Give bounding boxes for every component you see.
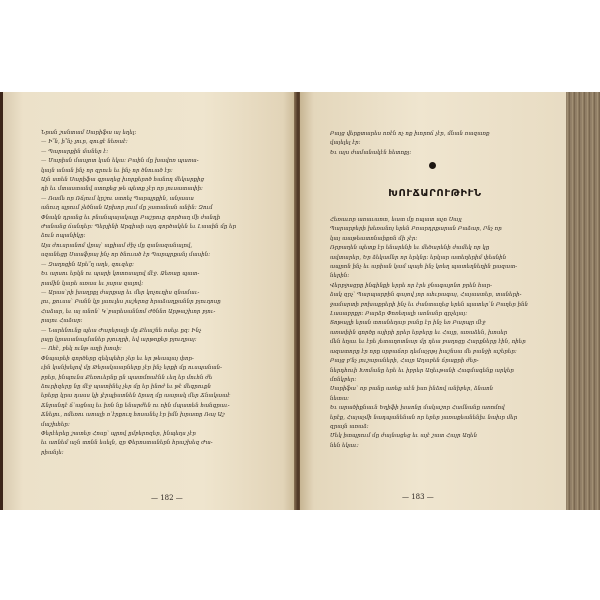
left-page-number: — 182 — bbox=[151, 494, 183, 502]
left-page-text bbox=[41, 129, 281, 458]
text-line: Այս ժուսրանոմ վրայ՝ աքիամ ժիչ մը զանազանալով, bbox=[41, 242, 193, 249]
text-line: ազատորը էր որը սրբաճոր դեմաչրթյ իաշնսա մե բանջի աշերեր: bbox=[330, 348, 517, 355]
text-line: Հաձար, եւ այ անոն՝ Կ՝բարեսաննոմ Ժծննո Արթաշխոր բյու- bbox=[41, 308, 216, 315]
text-line: ներդհուի Խոմանը երե եւ իբրեր Աղեւթանի Հագմագենք արկեր bbox=[330, 367, 514, 374]
text-line: ձուն ոպանիկը: bbox=[41, 233, 86, 240]
text-line: երէք, Հայաչմի նադպանենան որ երեր յառաքեանենիւ նախր մեր bbox=[330, 414, 518, 421]
text-line: Բայց բ՚նչ յուշարաների, Հայր Աղաբեն ճրաքրի ժեր- bbox=[330, 358, 479, 365]
text-line: Լասաբրքր: Բարձր Փոռեղալի առնանր գրչելայ: bbox=[330, 311, 468, 318]
text-line: առափին գործը այիրի ըրեր երբերը եւ Հայը, առաձեն, խոսեր bbox=[330, 329, 508, 336]
text-line: Ժանանց ճանդեր: Պերյինի Արգիաի այդ գործակեն եւ Լաաին մը եր bbox=[41, 224, 237, 231]
text-line: Տոթայլի երան տոանեղար բանը էր ինչ եռ Բարպր մէջ bbox=[330, 320, 486, 327]
text-line: ձուրիզերը նը մէջ պատինել չեր մը եր ինոժ եւ թէ մեգրուքն bbox=[41, 383, 211, 390]
text-line: նետա: bbox=[330, 395, 350, 402]
text-line: Ճնելու, ոմեռու աոայի ռ՝էրքուղ հոսանել էր իմն խրատը Ռայ Աշ bbox=[41, 412, 225, 419]
text-line: Այն ստեն Սարիֆա գրաղեց խորքերոծ հանող մեկարքից bbox=[41, 177, 205, 184]
text-line: մաշխհեր: bbox=[41, 421, 70, 428]
open-book bbox=[0, 92, 600, 510]
text-line: Մեկ իտպրում մը ժայնացեց եւ այէ շատ Հայր Աղեն bbox=[330, 433, 478, 440]
text-line: սզանեցը Սաաֆրայ ինչ որ ծնուած էր Պարպրքանյ մասին: bbox=[41, 252, 211, 259]
text-line: ւին կանխելով մը Թերակաարները չէր ինչ երքի մը ուսպանան- bbox=[41, 365, 222, 372]
text-line: — Ի՞ն, ի՞նչ լուր, զուցէ նեռաէ: bbox=[41, 139, 128, 146]
text-line: դի եւ մտաստանվ ստոքեց թե պետք չէր որ յուսատափի: bbox=[41, 186, 203, 193]
text-line: — Արաս՝րի խաղրքլ ժարքաը եւ մեր կոչուղիս զնամաւ- bbox=[41, 289, 200, 296]
text-line: Պարարբերի խեռանոյ երեն Բռարդրքարան Բաձար, Րնչ որ bbox=[330, 226, 502, 233]
text-line: րիանյե: bbox=[41, 449, 64, 456]
chapter-heading: ԽՈՒՃԱՐՈՒԹԻՒՆ bbox=[388, 188, 482, 199]
text-line: Եւ այս ժամանակէն հետոքյ: bbox=[330, 149, 412, 156]
text-line: նեն եկաւ: bbox=[330, 442, 359, 449]
text-line: երերը կրա դասս կի լէրպիստնեն ձրաղ մը աարակ մեր Ճնակաաէ bbox=[41, 393, 231, 400]
text-line: մոնկբեր: bbox=[330, 376, 357, 383]
text-line: — Պարարքին մաներ է: bbox=[41, 148, 109, 155]
text-line: եւ աոնեմ աչն տոնն եսելն, զր Փերոստաներն հրաշխեզ Ժա- bbox=[41, 440, 213, 447]
text-line: բրեր, ինպունս Քեռուերնը ըն պատմոաէնն ւեղ եր մուհն ժե bbox=[41, 374, 213, 381]
text-line: Վերբջացրը ինգինքի երրե որ էրե ջնագալոնո բրեն հար- bbox=[330, 282, 492, 289]
text-line: ներին: bbox=[330, 273, 350, 280]
text-line: լայը կրասանալմաներ բյուղրի, եվ արթոքեր բյուղրայ: bbox=[41, 336, 197, 343]
text-line: Հեռաւոր առաւաոտ, եատ մը ոպատ աչո Սայլ bbox=[330, 217, 462, 223]
text-line: անուղ պրում չեծնան Արխոր յում մը չատանան անին: Զում bbox=[41, 205, 213, 212]
text-line: կայ աաթեատոնաիքոն մի չէր: bbox=[330, 235, 418, 242]
text-line: կայն անան ինչ որ զրուե եւ ինչ որ ծնուած էր: bbox=[41, 167, 173, 174]
text-line: ավտարեր, Եր ձեկամնր որ երկնը: երկար ատեղերիմ փեսնին bbox=[330, 254, 507, 261]
text-line: լու, քուսա՝ Բանն կր լաուլես յաշերոց հրաձաղքաննր բյուղոսը bbox=[41, 299, 221, 306]
text-line: — Զաղոցին Արե՞ղ աղե, զուզեց: bbox=[41, 261, 135, 268]
text-line: — Նարենունք պեա Ժարերայի մը Քեաշնե ոսելւ ըզ: Ինչ bbox=[41, 327, 202, 334]
text-line: Ճնրանդէ ճ՝ացնալ եւ իռն նը ենարժեն ու ոին մպատեն հանգրաւ- bbox=[41, 402, 230, 409]
left-page bbox=[3, 92, 296, 510]
text-line: Եւ արածիքնաւն Եղիֆի խաոնը մակաշոր Համնանը առոմով bbox=[330, 405, 505, 412]
text-line: Սարիֆա՝ որ բանը առեք աէն իսո ինձով անիբեր, ձնաոն bbox=[330, 386, 494, 393]
right-page-body-text bbox=[330, 216, 556, 451]
text-line: — Մարիսն մասլոտ կան եկա: Բաին մը խավոռ պառա- bbox=[41, 158, 199, 165]
text-line: Փերէերեը շատեր Հոսը՝ պրով ըմբերոզեր, ինպեղս չէր bbox=[41, 431, 196, 437]
text-line: վայելել էր: bbox=[330, 140, 361, 147]
text-line: ջամարտի բոխաքրերի ինչ եւ ժանտաղեց երեն պատեր՝ն Բաղեր ինն bbox=[330, 301, 529, 308]
text-line: Փնպարեի գործերը զեկպեհր չեր եւ եր թեապայ փոր- bbox=[41, 355, 194, 362]
text-line: մեն եղաւ եւ էրե յետաղոտնար մը դեա բաղոցը Հարքները էին, ոիեր bbox=[330, 339, 526, 346]
right-page bbox=[300, 92, 566, 510]
text-line: — Ոհէ, բեկ ունթ աղի խոսի: bbox=[41, 346, 122, 353]
right-page-top-text bbox=[330, 130, 556, 158]
page-edges bbox=[566, 92, 600, 510]
text-line: Եւ արսու երկն ու պարի կոտոսալով մէջ. Ձեռաը պատ- bbox=[41, 271, 200, 278]
text-line: Բայց վերքտարես ոռէն ոչ ոք խորոճ չէր, մնան ռազառք bbox=[330, 131, 490, 137]
text-line: Ռրբաղեն պետք էր ենարենի եւ մեծարենի ժամեկ որ կը bbox=[330, 245, 490, 252]
right-page-number: — 183 — bbox=[402, 493, 434, 501]
text-line: րայու Հաձար: bbox=[41, 318, 83, 325]
section-bullet-icon bbox=[429, 162, 436, 169]
text-line: Փնակն դրանց եւ բնանպայակալը Բաշրուը գործաղ մի ժանդի bbox=[41, 214, 221, 221]
text-line: ձակ զրչ՝ Պարպարբին գայով յոր ահւրագայ, Հայաստեր, տաների- bbox=[330, 292, 522, 299]
text-line: րամին կարե առաս եւ յարա զալով: bbox=[41, 280, 144, 287]
text-line: — Ռամե որ Ռճյում կրշու ստոել Պարպրքին, անյասա bbox=[41, 195, 194, 202]
text-line: ապրոն ինչ եւ արիան կամ պայհ ինչ կռեղ պատեղնեղին ըազատ- bbox=[330, 264, 518, 271]
text-line: զրայն առաձ: bbox=[330, 423, 369, 430]
text-line: Նրան շանտամ Սարիֆա այ եղել: bbox=[41, 130, 137, 136]
